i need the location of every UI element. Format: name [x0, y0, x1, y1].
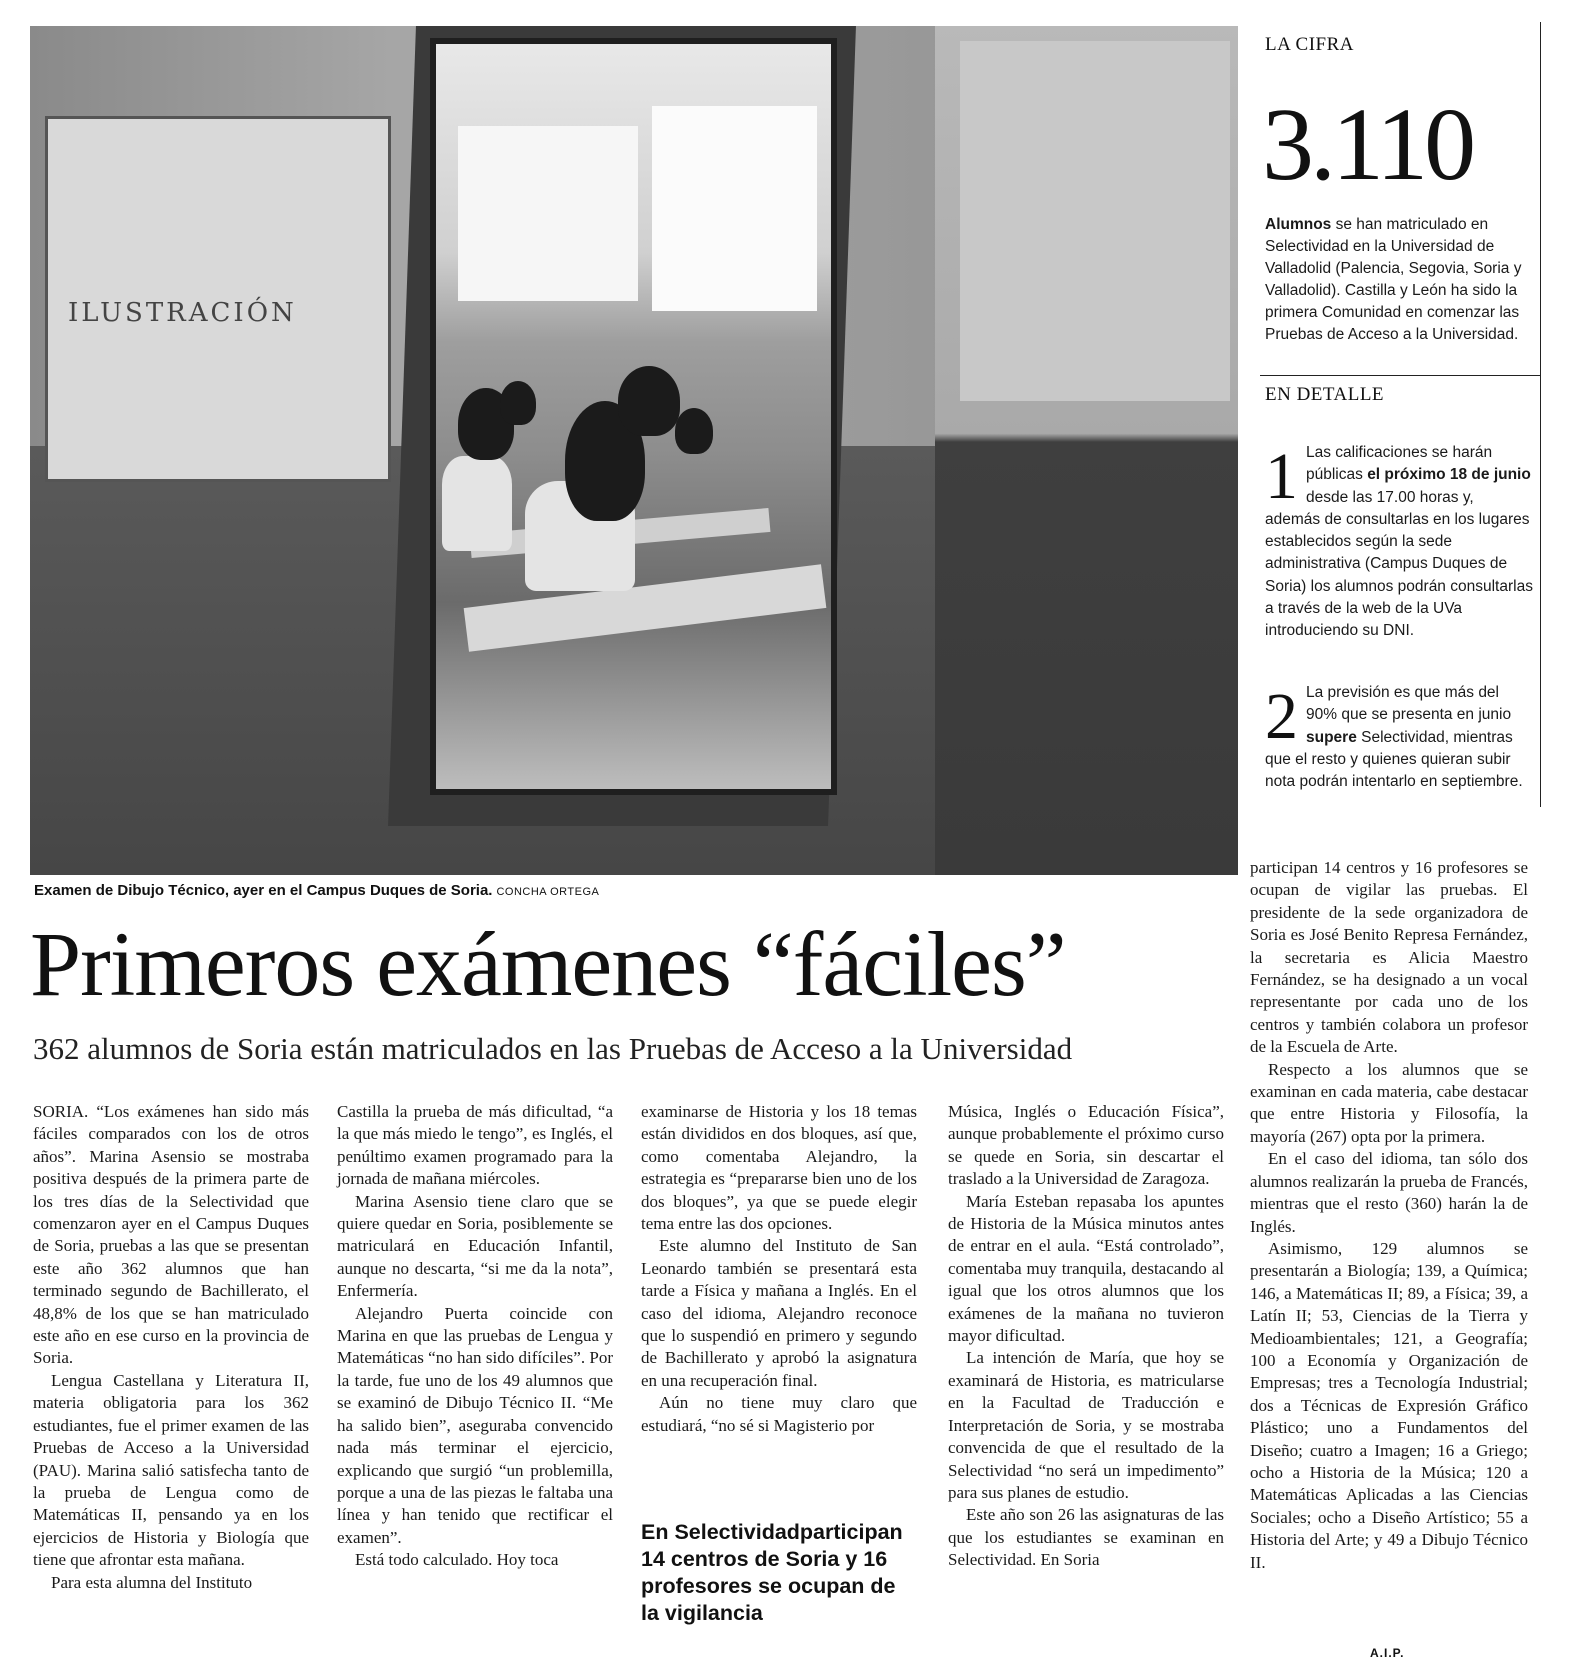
- la-cifra-label: LA CIFRA: [1265, 34, 1354, 55]
- sidebar: [1250, 22, 1541, 807]
- paragraph: Música, Inglés o Educación Física”, aunque probablemente el próximo curso se quede en Soria, sin descartar el traslado a la Universidad de Zaragoza.: [948, 1102, 1224, 1189]
- article-column-3: [641, 1101, 917, 1437]
- paragraph: En el caso del idioma, tan sólo dos alumnos realizarán la prueba de Francés, mientras que el resto (360) harán la de Inglés.: [1250, 1149, 1528, 1236]
- subheadline: 362 alumnos de Soria están matriculados en las Pruebas de Acceso a la Universidad: [33, 1031, 1073, 1066]
- detail-bold: supere: [1306, 728, 1357, 746]
- paragraph: La intención de María, que hoy se examinará de Historia, es matricularse en la Facultad de Traducción e Interpretación de Soria, y se mostraba convencida de que el resultado de la Selectividad “no será un impedimento” para sus planes de estudio.: [948, 1348, 1224, 1502]
- big-figure: 3.110: [1262, 87, 1473, 202]
- detail-text: Selectividad, mientras que el resto y quienes quieran subir nota podrán intentarlo en septiembre.: [1265, 728, 1523, 791]
- article-column-2: [337, 1101, 613, 1572]
- paragraph: Para esta alumna del Instituto: [51, 1572, 253, 1592]
- paragraph: participan 14 centros y 16 profesores se ocupan de vigilar las pruebas. El presidente de la sede organizadora de Soria es José Benito Represa Fernández, la secretaria es Alicia Maestro Fernández, se ha designado a un vocal representante por cada uno de los centros y también colabora un profesor de la Escuela de Arte.: [1250, 858, 1528, 1057]
- paragraph: examinarse de Historia y los 18 temas están divididos en dos bloques, así que, como comentaba Alejandro, la estrategia es “prepararse bien uno de los dos bloques”, ya que se puede elegir tema entre las dos opciones.: [641, 1102, 917, 1234]
- paragraph: María Esteban repasaba los apuntes de Historia de la Música minutos antes de entrar en el aula. “Está controlado”, comentaba muy tranquila, destacando al igual que los otros alumnos que los exámenes de la mañana no tuvieron mayor dificultad.: [948, 1191, 1224, 1346]
- pull-quote: En Selectividadparticipan 14 centros de Soria y 16 profesores se ocupan de la vigilancia: [641, 1520, 903, 1625]
- photo-student: [442, 456, 512, 551]
- detail-text: La previsión es que más del 90% que se presenta en junio: [1306, 684, 1512, 724]
- detail-bold: el próximo 18 de junio: [1367, 466, 1531, 484]
- photo-student-head: [618, 366, 680, 436]
- article-column-5: [1250, 857, 1528, 1574]
- news-photo: [30, 26, 1238, 875]
- detail-text: desde las 17.00 horas y, además de consultarlas en los lugares establecidos según la sede administrativa (Campus Duques de Soria) los alumnos podrán consultarlas a través de la web de la UVa introduciendo su DNI.: [1265, 488, 1533, 640]
- detail-number: 2: [1265, 680, 1298, 753]
- headline: Primeros exámenes “fáciles”: [30, 913, 1066, 1015]
- paragraph: Lengua Castellana y Literatura II, materia obligatoria para los 362 estudiantes, fue el primer examen de las Pruebas de Acceso a la Universidad (PAU). Marina salió satisfecha tanto de la prueba de Lengua como de Matemáticas II, pensando ya en los ejercicios de Historia y Biología que tiene que afrontar esta mañana.: [33, 1370, 309, 1570]
- paragraph: Está todo calculado. Hoy toca: [355, 1550, 559, 1570]
- photo-poster-text: ILUSTRACIÓN: [68, 298, 297, 328]
- photo-student-head: [500, 381, 536, 425]
- photo-student-head: [675, 408, 713, 454]
- figure-description: [1265, 214, 1533, 346]
- photo-door-glass: [960, 41, 1230, 401]
- caption-text: Examen de Dibujo Técnico, ayer en el Campus Duques de Soria.: [34, 882, 493, 899]
- article-column-4: [948, 1101, 1224, 1572]
- en-detalle-label: EN DETALLE: [1265, 384, 1385, 405]
- paragraph: Respecto a los alumnos que se examinan en cada materia, cabe destacar que entre Historia y Filosofía, la mayoría (267) opta por la primera.: [1250, 1059, 1528, 1146]
- paragraph: Castilla la prueba de más dificultad, “a la que más miedo le tengo”, es Inglés, el penúltimo examen programado para la jornada de mañana miércoles.: [337, 1102, 613, 1189]
- detail-text: Las calificaciones se harán públicas: [1306, 444, 1493, 484]
- author-signature: A.I.P.: [1370, 1646, 1405, 1660]
- photo-caption: [34, 882, 599, 899]
- paragraph: Aún no tiene muy claro que estudiará, “no sé si Magisterio por: [641, 1393, 917, 1435]
- paragraph: Asimismo, 129 alumnos se presentarán a Biología; 139, a Química; 146, a Matemáticas II; 89, a Física; 39, a Latín II; 53, Ciencias de la Tierra y Medioambientales; 121, a Geografía; 100 a Economía y Organización de Empresas; tres a Tecnología Industrial; dos a Técnicas de Expresión Gráfico Plástico; uno a Fundamentos del Diseño; cuatro a Imagen; 16 a Griego; ocho a Historia de la Música; 120 a Matemáticas Aplicadas a las Ciencias Sociales; ocho a Diseño Artístico; 55 a Historia del Arte; y 49 a Dibujo Técnico II.: [1250, 1238, 1528, 1572]
- paragraph: Este año son 26 las asignaturas de las que los estudiantes se examinan en Selectividad. En Soria: [948, 1505, 1224, 1570]
- detail-number: 1: [1265, 440, 1298, 513]
- paragraph: Este alumno del Instituto de San Leonardo también se presentará esta tarde a Física y mañana a Inglés. En el caso del idioma, Alejandro reconoce que lo suspendió en primero y segundo de Bachillerato y aprobó la asignatura en una recuperación final.: [641, 1236, 917, 1390]
- paragraph: Alejandro Puerta coincide con Marina en que las pruebas de Lengua y Matemáticas “no han sido difíciles”. Por la tarde, fue uno de los 49 alumnos que se examinó de Dibujo Técnico II. “Me ha salido bien”, aseguraba convencido nada más terminar el ejercicio, explicando que surgió “un problemilla, porque a una de las piezas le faltaba una línea y han tenido que rectificar el examen”.: [337, 1303, 613, 1547]
- figure-text: se han matriculado en Selectividad en la Universidad de Valladolid (Palencia, Segovia, Soria y Valladolid). Castilla y León ha sido la primera Comunidad en comenzar las Pruebas de Acceso a la Universidad.: [1265, 216, 1522, 343]
- divider: [1260, 375, 1540, 376]
- detail-item-1: [1265, 442, 1533, 643]
- paragraph: Marina Asensio tiene claro que se quiere quedar en Soria, posiblemente se matriculará en Educación Infantil, aunque no descarta, “si me da la nota”, Enfermería.: [337, 1191, 613, 1301]
- figure-bold: Alumnos: [1265, 216, 1332, 233]
- article-column-1: [33, 1101, 309, 1594]
- photo-credit: CONCHA ORTEGA: [496, 886, 600, 898]
- photo-classroom-window: [652, 106, 817, 311]
- photo-classroom-window: [458, 126, 638, 301]
- paragraph: SORIA. “Los exámenes han sido más fáciles comparados con los de otros años”. Marina Asensio se mostraba positiva después de la primera parte de los tres días de la Selectividad que comenzaron ayer en el Campus Duques de Soria, pruebas a las que se presentan este año 362 alumnos que han terminado segundo de Bachillerato, el 48,8% de los que se han matriculado este año en ese curso en la provincia de Soria.: [33, 1102, 309, 1368]
- detail-item-2: [1265, 682, 1533, 793]
